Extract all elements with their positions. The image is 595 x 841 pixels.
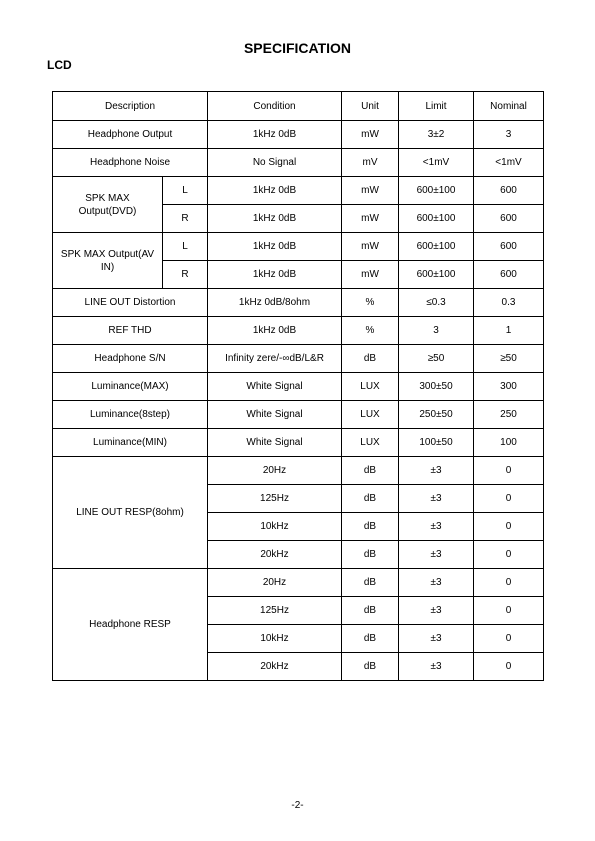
row-limit: 3 [399, 317, 474, 345]
row-description: Headphone RESP [53, 569, 208, 681]
row-description: SPK MAX Output(DVD) [53, 177, 163, 233]
row-unit: mW [342, 121, 399, 149]
row-nominal: 100 [474, 429, 544, 457]
row-unit: dB [342, 653, 399, 681]
table-row [53, 177, 544, 205]
row-unit: mW [342, 233, 399, 261]
table-row [53, 373, 544, 401]
row-description: Headphone Output [53, 121, 208, 149]
row-condition: 1kHz 0dB [208, 233, 342, 261]
row-condition: 20Hz [208, 569, 342, 597]
row-limit: 600±100 [399, 177, 474, 205]
row-description: Headphone S/N [53, 345, 208, 373]
row-limit: ±3 [399, 597, 474, 625]
row-unit: dB [342, 541, 399, 569]
row-limit: ≥50 [399, 345, 474, 373]
row-nominal: <1mV [474, 149, 544, 177]
row-condition: 125Hz [208, 485, 342, 513]
row-unit: dB [342, 597, 399, 625]
row-nominal: 0 [474, 569, 544, 597]
row-condition: White Signal [208, 373, 342, 401]
row-nominal: 0 [474, 513, 544, 541]
table-row [53, 121, 544, 149]
row-unit: % [342, 289, 399, 317]
table-row [53, 429, 544, 457]
row-limit: ±3 [399, 485, 474, 513]
table-row [53, 401, 544, 429]
row-limit: 100±50 [399, 429, 474, 457]
row-unit: mW [342, 261, 399, 289]
row-limit: 3±2 [399, 121, 474, 149]
header-condition: Condition [208, 92, 342, 121]
row-limit: ±3 [399, 513, 474, 541]
row-nominal: ≥50 [474, 345, 544, 373]
table-row [53, 289, 544, 317]
channel-label: R [163, 261, 208, 289]
page-number: -2- [291, 800, 304, 811]
row-description: Luminance(MIN) [53, 429, 208, 457]
channel-label: L [163, 177, 208, 205]
table-row [53, 317, 544, 345]
row-nominal: 3 [474, 121, 544, 149]
header-limit: Limit [399, 92, 474, 121]
row-nominal: 600 [474, 261, 544, 289]
channel-label: L [163, 233, 208, 261]
row-condition: 10kHz [208, 513, 342, 541]
row-description: Headphone Noise [53, 149, 208, 177]
row-condition: 1kHz 0dB [208, 317, 342, 345]
row-description: LINE OUT Distortion [53, 289, 208, 317]
row-condition: 1kHz 0dB [208, 177, 342, 205]
row-condition: 1kHz 0dB/8ohm [208, 289, 342, 317]
row-condition: 10kHz [208, 625, 342, 653]
header-unit: Unit [342, 92, 399, 121]
row-nominal: 0 [474, 485, 544, 513]
table-header-row [53, 92, 544, 121]
row-condition: White Signal [208, 429, 342, 457]
row-limit: <1mV [399, 149, 474, 177]
row-unit: % [342, 317, 399, 345]
row-condition: White Signal [208, 401, 342, 429]
row-nominal: 0 [474, 457, 544, 485]
row-condition: 20kHz [208, 541, 342, 569]
header-nominal: Nominal [474, 92, 544, 121]
row-description: LINE OUT RESP(8ohm) [53, 457, 208, 569]
row-limit: 250±50 [399, 401, 474, 429]
row-nominal: 250 [474, 401, 544, 429]
row-nominal: 1 [474, 317, 544, 345]
row-limit: ±3 [399, 625, 474, 653]
row-unit: mW [342, 205, 399, 233]
row-condition: 1kHz 0dB [208, 205, 342, 233]
row-unit: LUX [342, 429, 399, 457]
row-nominal: 0 [474, 653, 544, 681]
row-limit: 600±100 [399, 205, 474, 233]
page-title: SPECIFICATION [243, 40, 352, 56]
row-unit: dB [342, 625, 399, 653]
table-row [53, 457, 544, 485]
row-unit: mV [342, 149, 399, 177]
row-limit: ±3 [399, 541, 474, 569]
row-unit: dB [342, 569, 399, 597]
row-limit: 600±100 [399, 261, 474, 289]
row-nominal: 0.3 [474, 289, 544, 317]
row-limit: ±3 [399, 569, 474, 597]
header-description: Description [53, 92, 208, 121]
row-unit: mW [342, 177, 399, 205]
row-condition: 20kHz [208, 653, 342, 681]
row-limit: 600±100 [399, 233, 474, 261]
channel-label: R [163, 205, 208, 233]
row-description: Luminance(MAX) [53, 373, 208, 401]
row-unit: dB [342, 345, 399, 373]
row-unit: dB [342, 485, 399, 513]
row-condition: 1kHz 0dB [208, 121, 342, 149]
table-row [53, 345, 544, 373]
row-description: Luminance(8step) [53, 401, 208, 429]
row-nominal: 600 [474, 205, 544, 233]
table-row [53, 569, 544, 597]
table-row [53, 149, 544, 177]
row-nominal: 0 [474, 625, 544, 653]
row-description: SPK MAX Output(AV IN) [53, 233, 163, 289]
row-limit: ±3 [399, 457, 474, 485]
row-description: REF THD [53, 317, 208, 345]
row-condition: Infinity zere/-∞dB/L&R [208, 345, 342, 373]
row-condition: 125Hz [208, 597, 342, 625]
row-unit: LUX [342, 373, 399, 401]
row-nominal: 0 [474, 597, 544, 625]
specification-table [52, 91, 544, 681]
table-row [53, 233, 544, 261]
row-limit: ≤0.3 [399, 289, 474, 317]
row-unit: dB [342, 513, 399, 541]
row-nominal: 600 [474, 177, 544, 205]
row-condition: 1kHz 0dB [208, 261, 342, 289]
row-unit: dB [342, 457, 399, 485]
row-condition: 20Hz [208, 457, 342, 485]
row-limit: 300±50 [399, 373, 474, 401]
row-unit: LUX [342, 401, 399, 429]
row-condition: No Signal [208, 149, 342, 177]
row-nominal: 0 [474, 541, 544, 569]
row-limit: ±3 [399, 653, 474, 681]
row-nominal: 600 [474, 233, 544, 261]
section-heading: LCD [47, 58, 72, 72]
row-nominal: 300 [474, 373, 544, 401]
